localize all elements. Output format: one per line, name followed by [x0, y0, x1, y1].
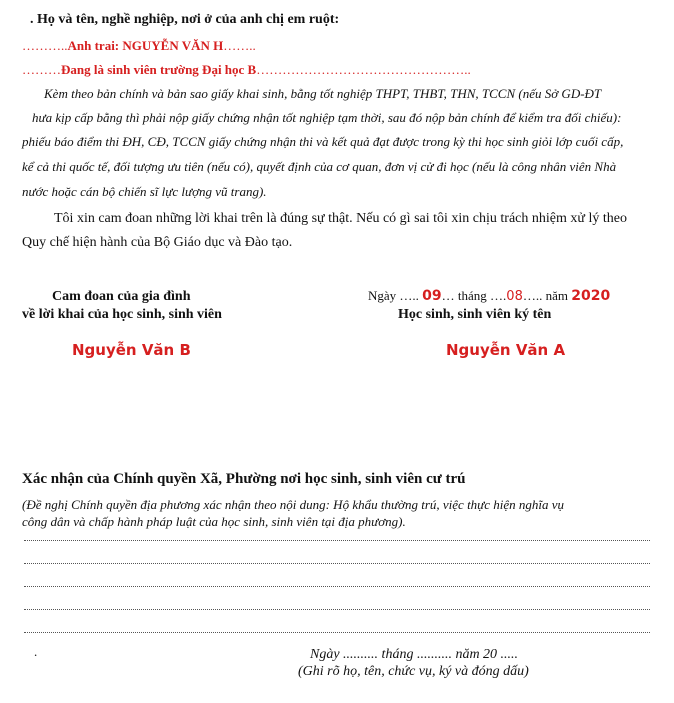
sibling-line-1-tail: ……..: [223, 38, 256, 53]
date-mid-2: ….. năm: [522, 288, 568, 303]
blank-line-3: [24, 586, 650, 587]
pledge-line-1: Tôi xin cam đoan những lời khai trên là đúng sự thật. Nếu có gì sai tôi xin chịu trách nhiệm xử lý theo: [54, 211, 627, 226]
footer-signature-note: (Ghi rõ họ, tên, chức vụ, ký và đóng dấu): [298, 664, 529, 679]
sibling-line-2-tail: …………………………………………..: [256, 62, 471, 77]
date-day: 09: [422, 288, 442, 304]
date-month: 08: [506, 289, 523, 304]
sibling-line-1-text: Anh trai: NGUYỄN VĂN H: [67, 38, 224, 53]
footer-bullet: .: [34, 644, 38, 659]
sibling-line-2-text: Đang là sinh viên trường Đại học B: [61, 62, 257, 77]
student-signer-name: Nguyễn Văn A: [446, 341, 566, 359]
date-prefix: Ngày …..: [368, 288, 419, 303]
blank-line-5: [24, 632, 650, 633]
date-mid-1: … tháng ….: [441, 288, 507, 303]
confirmation-note-line-1: (Đề nghị Chính quyền địa phương xác nhận theo nội dung: Hộ khẩu thường trú, việc thực hiện nghĩa vụ: [22, 497, 565, 512]
sibling-line-2: [22, 62, 471, 78]
date-year: 2020: [571, 288, 611, 304]
blank-line-1: [24, 540, 650, 541]
sibling-line-1: [22, 38, 256, 54]
attachments-line-1: Kèm theo bản chính và bản sao giấy khai sinh, bằng tốt nghiệp THPT, THBT, THN, TCCN (nếu Sở GD-ĐT: [44, 86, 602, 101]
family-pledge-subtitle: về lời khai của học sinh, sinh viên: [22, 307, 222, 322]
attachments-line-3: phiếu báo điểm thi ĐH, CĐ, TCCN giấy chứng nhận thi và kết quả đạt được trong kỳ thi học sinh giỏi lớp cuối cấp,: [22, 134, 624, 149]
sibling-line-2-dots: ………: [22, 62, 61, 77]
confirmation-title: Xác nhận của Chính quyền Xã, Phường nơi học sinh, sinh viên cư trú: [22, 471, 466, 487]
family-signer-name: Nguyễn Văn B: [72, 341, 191, 359]
sibling-line-1-dots: ………..: [22, 38, 68, 53]
family-pledge-title: Cam đoan của gia đình: [52, 289, 191, 304]
siblings-heading: . Họ và tên, nghề nghiệp, nơi ở của anh chị em ruột:: [30, 12, 340, 27]
student-sign-title: Học sinh, sinh viên ký tên: [398, 307, 552, 322]
attachments-line-2: hưa kịp cấp bằng thì phải nộp giấy chứng nhận tốt nghiệp tạm thời, sau đó nộp bản chính để kiểm tra đối chiếu):: [32, 110, 622, 125]
footer-date: Ngày .......... tháng .......... năm 20 .....: [310, 647, 519, 662]
confirmation-note-line-2: công dân và chấp hành pháp luật của học sinh, sinh viên tại địa phương).: [22, 514, 406, 529]
blank-line-2: [24, 563, 650, 564]
attachments-line-5: nước hoặc cán bộ chiến sĩ lực lượng vũ trang).: [22, 184, 267, 199]
attachments-line-4: kể cả thi quốc tế, đối tượng ưu tiên (nếu có), quyết định của cơ quan, đơn vị cử đi học (nếu là công nhân viên Nhà: [22, 159, 617, 174]
pledge-line-2: Quy chế hiện hành của Bộ Giáo dục và Đào tạo.: [22, 235, 293, 250]
blank-line-4: [24, 609, 650, 610]
student-date-line: [368, 288, 610, 304]
